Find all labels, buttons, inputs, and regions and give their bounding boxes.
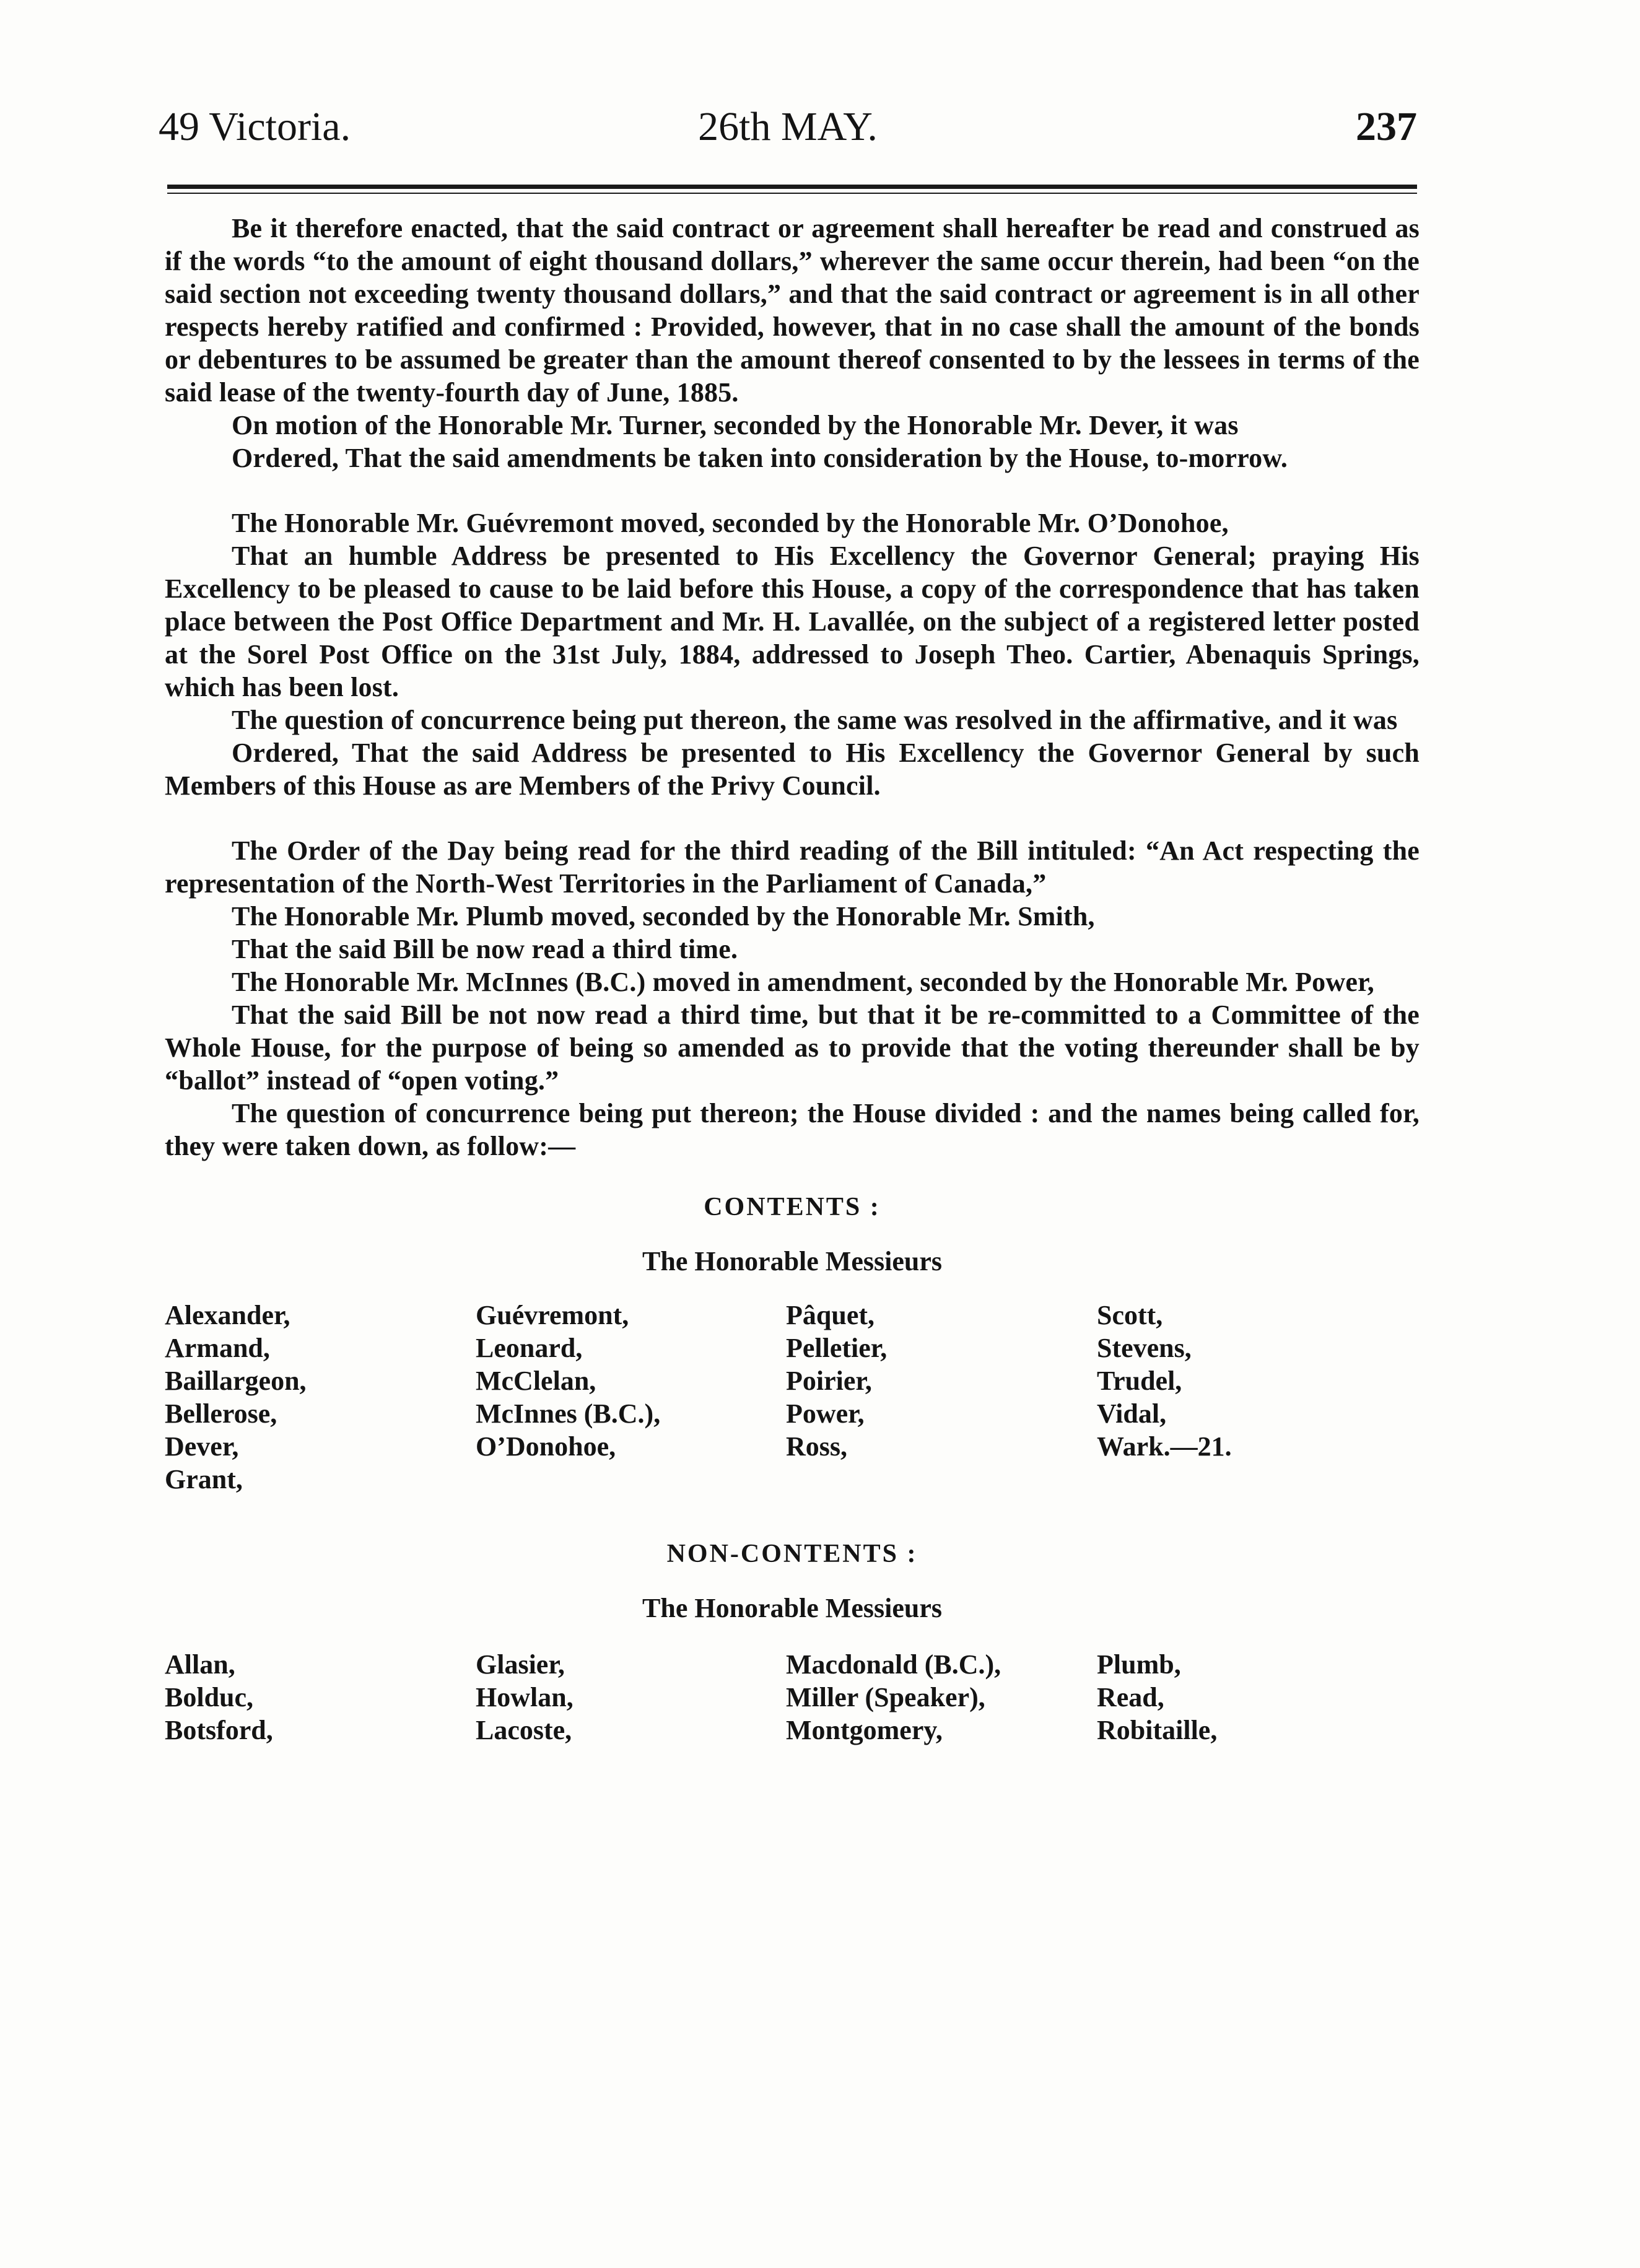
member-name: Read, bbox=[1097, 1682, 1164, 1712]
contents-names bbox=[165, 1299, 1420, 1509]
member-name: Vidal, bbox=[1097, 1398, 1167, 1429]
member-name: Baillargeon, bbox=[165, 1366, 307, 1396]
section-gap bbox=[165, 474, 1420, 507]
member-name: Stevens, bbox=[1097, 1333, 1192, 1363]
member-name: Bolduc, bbox=[165, 1682, 254, 1712]
paragraph-motion-guevremont: The Honorable Mr. Guévremont moved, seconded by the Honorable Mr. O’Donohoe, bbox=[232, 508, 1229, 538]
page-body bbox=[165, 212, 1420, 1760]
non-contents-column-3 bbox=[786, 1648, 1001, 1747]
paragraph-order-of-day: The Order of the Day being read for the third reading of the Bill intituled: “An Act respecting the representation of the North-West Territories in the Parliament of Canada,” bbox=[165, 835, 1420, 899]
contents-column-4 bbox=[1097, 1299, 1232, 1463]
header-rule-thin bbox=[167, 193, 1417, 194]
member-name: Leonard, bbox=[476, 1333, 583, 1363]
contents-heading: CONTENTS : bbox=[704, 1193, 881, 1221]
contents-column-1 bbox=[165, 1299, 307, 1496]
member-name: Guévremont, bbox=[476, 1300, 629, 1330]
member-name: Bellerose, bbox=[165, 1398, 277, 1429]
section-gap bbox=[165, 802, 1420, 834]
non-contents-column-2 bbox=[476, 1648, 574, 1747]
member-name: Armand, bbox=[165, 1333, 270, 1363]
non-contents-names bbox=[165, 1648, 1420, 1760]
member-name: Pâquet, bbox=[786, 1300, 875, 1330]
member-name: Ross, bbox=[786, 1431, 848, 1462]
member-name: McClelan, bbox=[476, 1366, 596, 1396]
header-rule bbox=[167, 185, 1417, 189]
member-name: Robitaille, bbox=[1097, 1715, 1218, 1745]
non-contents-heading: NON-CONTENTS : bbox=[666, 1540, 918, 1568]
member-name: McInnes (B.C.), bbox=[476, 1398, 661, 1429]
contents-column-3 bbox=[786, 1299, 887, 1463]
member-name: Macdonald (B.C.), bbox=[786, 1649, 1001, 1680]
paragraph-amendment-mcinnes: The Honorable Mr. McInnes (B.C.) moved in amendment, seconded by the Honorable Mr. Power, bbox=[232, 967, 1374, 997]
member-name: Grant, bbox=[165, 1464, 243, 1494]
paragraph-ordered-address: Ordered, That the said Address be presented to His Excellency the Governor General by such Members of this House as are Members of the Privy Council. bbox=[165, 738, 1420, 801]
member-name: O’Donohoe, bbox=[476, 1431, 616, 1462]
paragraph-motion-turner: On motion of the Honorable Mr. Turner, seconded by the Honorable Mr. Dever, it was bbox=[232, 410, 1239, 440]
member-name: Power, bbox=[786, 1398, 865, 1429]
member-name: Dever, bbox=[165, 1431, 239, 1462]
paragraph-enactment: Be it therefore enacted, that the said contract or agreement shall hereafter be read and construed as if the words “to the amount of eight thousand dollars,” wherever the same occur therein, had been “on the said section not exceeding twenty thousand dollars,” and that the said contract or agreement is in all other respects hereby ratified and confirmed : Provided, however, that in no case shall the amount of the bonds or debentures to be assumed be greater than the amount thereof consented to by the lessees in terms of the said lease of the twenty-fourth day of June, 1885. bbox=[165, 213, 1420, 408]
contents-column-2 bbox=[476, 1299, 660, 1463]
non-contents-column-1 bbox=[165, 1648, 273, 1747]
member-name: Lacoste, bbox=[476, 1715, 572, 1745]
member-name: Wark.—21. bbox=[1097, 1431, 1232, 1462]
paragraph-recommit: That the said Bill be not now read a third time, but that it be re-committed to a Committee of the Whole House, for the purpose of being so amended as to provide that the voting thereunder shall be by “ballot” instead of “open voting.” bbox=[165, 1000, 1420, 1096]
non-contents-column-4 bbox=[1097, 1648, 1217, 1747]
member-name: Allan, bbox=[165, 1649, 235, 1680]
member-name: Scott, bbox=[1097, 1300, 1163, 1330]
member-name: Plumb, bbox=[1097, 1649, 1181, 1680]
running-header bbox=[159, 93, 1417, 161]
paragraph-motion-plumb: The Honorable Mr. Plumb moved, seconded by the Honorable Mr. Smith, bbox=[232, 901, 1095, 931]
member-name: Pelletier, bbox=[786, 1333, 888, 1363]
paragraph-division: The question of concurrence being put thereon; the House divided : and the names being called for, they were taken down, as follow:— bbox=[165, 1098, 1420, 1161]
paragraph-question-concurrence: The question of concurrence being put thereon, the same was resolved in the affirmative, and it was bbox=[232, 705, 1398, 735]
member-name: Trudel, bbox=[1097, 1366, 1182, 1396]
contents-subheading: The Honorable Messieurs bbox=[642, 1246, 942, 1276]
header-volume: 49 Victoria. bbox=[159, 104, 351, 149]
paragraph-third-reading: That the said Bill be now read a third time. bbox=[232, 934, 738, 964]
member-name: Montgomery, bbox=[786, 1715, 943, 1745]
member-name: Howlan, bbox=[476, 1682, 574, 1712]
header-date: 26th MAY. bbox=[698, 104, 878, 149]
member-name: Glasier, bbox=[476, 1649, 565, 1680]
member-name: Miller (Speaker), bbox=[786, 1682, 985, 1712]
paragraph-address: That an humble Address be presented to His Excellency the Governor General; praying His Excellency to be pleased to cause to be laid before this House, a copy of the correspondence that has taken place between the Post Office Department and Mr. H. Lavallée, on the subject of a registered letter posted at the Sorel Post Office on the 31st July, 1884, addressed to Joseph Theo. Cartier, Abenaquis Springs, which has been lost. bbox=[165, 541, 1420, 702]
page-number: 237 bbox=[1356, 104, 1417, 149]
member-name: Botsford, bbox=[165, 1715, 273, 1745]
member-name: Alexander, bbox=[165, 1300, 290, 1330]
member-name: Poirier, bbox=[786, 1366, 872, 1396]
paragraph-ordered-amendments: Ordered, That the said amendments be taken into consideration by the House, to-morrow. bbox=[232, 443, 1288, 473]
non-contents-subheading: The Honorable Messieurs bbox=[642, 1593, 942, 1623]
